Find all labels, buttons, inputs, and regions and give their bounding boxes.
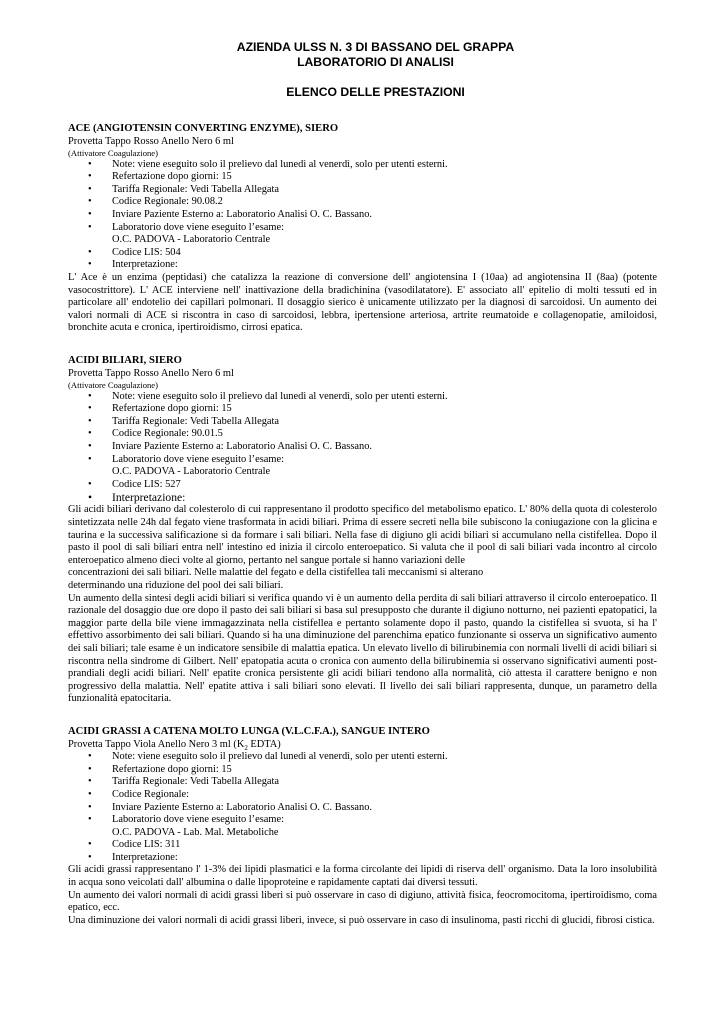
regional-code-item: • Codice Regionale: (68, 789, 657, 802)
interpretation-paragraph: concentrazioni dei sali biliari. Nelle malattie del fegato e della cistifellea tali meccanismi si alterano (68, 567, 484, 579)
laboratory-item: • Laboratorio dove viene eseguito l’esame: O.C. PADOVA - Laboratorio Centrale (68, 222, 657, 247)
document-page (68, 40, 657, 927)
laboratory-name: O.C. PADOVA - Laboratorio Centrale (112, 466, 271, 478)
header-organization: AZIENDA ULSS N. 3 DI BASSANO DEL GRAPPA (236, 40, 515, 54)
regional-code-item: • Codice Regionale: 90.01.5 (68, 428, 657, 441)
tube-description: Provetta Tappo Viola Anello Nero 3 ml ($K_2$ EDTA) (68, 738, 281, 752)
exam-details-list (68, 391, 657, 505)
interpretation-paragraph: Una diminuzione dei valori normali di acidi grassi liberi, invece, si può osservare in caso di insulinoma, pasti ricchi di glucidi, fibrosi cistica. (68, 914, 655, 926)
turnaround-item: • Refertazione dopo giorni: 15 (68, 403, 657, 416)
laboratory-name: O.C. PADOVA - Lab. Mal. Metaboliche (112, 826, 279, 838)
tube-note: (Attivatore Coagulazione) (68, 380, 158, 391)
tube-note: (Attivatore Coagulazione) (68, 148, 158, 159)
lis-code-item: • Codice LIS: 504 (68, 247, 657, 260)
interpretation-item: • Interpretazione: (68, 259, 657, 272)
send-patient-item: • Inviare Paziente Esterno a: Laboratorio Analisi O. C. Bassano. (68, 441, 657, 454)
laboratory-name: O.C. PADOVA - Laboratorio Centrale (112, 234, 271, 246)
tube-description: Provetta Tappo Rosso Anello Nero 6 ml (68, 135, 234, 147)
laboratory-item: • Laboratorio dove viene eseguito l’esame: O.C. PADOVA - Lab. Mal. Metaboliche (68, 814, 657, 839)
exam-section-acidi-grassi (68, 726, 657, 928)
exam-section-ace (68, 123, 657, 335)
send-patient-item: • Inviare Paziente Esterno a: Laboratorio Analisi O. C. Bassano. (68, 802, 657, 815)
header-laboratory: LABORATORIO DI ANALISI (297, 55, 454, 69)
tariff-item: • Tariffa Regionale: Vedi Tabella Allegata (68, 416, 657, 429)
note-item: • Note: viene eseguito solo il prelievo dal lunedì al venerdì, solo per utenti esterni. (68, 391, 657, 404)
interpretation-paragraph: Un aumento della sintesi degli acidi biliari si verifica quando vi è un aumento della perdita di sali biliari attraverso il circolo enteroepatico. Il razionale del dosaggio due ore dopo il pasto dei sali biliari si basa sul presupposto che durante il digiuno notturno, nei pazienti epatopatici, la maggior parte della bile viene immagazzinata nella cistifellea e pertanto solamente dopo il pasto, quando la cistifellea si svuota, si ha l' effettivo assorbimento dei sali biliari. Quando si ha una diminuzione del parenchima epatico funzionante si osserva un significativo aumento dei sali biliari; tale esame è un indicatore sensibile di malattia epatica. Un elevato livello di bilirubinemia con normali livelli di acidi biliari si riscontra nella sindrome di Gilbert. Nell' epatopatia acuta o cronica con aumento della bilirubinemia si osservano significativi aumenti post-prandiali degli acidi biliari. Nell' epatite cronica persistente gli acidi biliari tendono alla normalità, ciò attesta il carattere benigno e non progressivo della malattia. Nell' epatite attiva i sali biliari sono elevati. Il livello dei sali biliari rappresenta, dunque, un parametro della funzionalità epatocitaria. (68, 592, 657, 705)
laboratory-item: • Laboratorio dove viene eseguito l’esame: O.C. PADOVA - Laboratorio Centrale (68, 454, 657, 479)
lis-code-item: • Codice LIS: 527 (68, 479, 657, 492)
tube-description: Provetta Tappo Rosso Anello Nero 6 ml (68, 367, 234, 379)
note-item: • Note: viene eseguito solo il prelievo dal lunedì al venerdì, solo per utenti esterni. (68, 159, 657, 172)
exam-section-acidi-biliari (68, 355, 657, 706)
send-patient-item: • Inviare Paziente Esterno a: Laboratorio Analisi O. C. Bassano. (68, 209, 657, 222)
interpretation-paragraph: Gli acidi grassi rappresentano l' 1-3% dei lipidi plasmatici e la forma circolante dei lipidi di riserva dell' organismo. Data la loro insolubilità in acqua sono veicolati dall' albumina o dalle lipoproteine e rapidamente captati dai diversi tessuti. (68, 864, 657, 889)
exam-details-list (68, 159, 657, 272)
interpretation-paragraph: L' Ace è un enzima (peptidasi) che catalizza la reazione di conversione dell' angiotensina I (10aa) ad angiotensina II (8aa) (potente vasocostrittore). L' ACE interviene nell' inattivazione della bradichinina (vasodilatatore). E' associato all' epitelio di molti tessuti ed in particolare all' endotelio dei capillari polmonari. Il dosaggio sierico è unicamente utilizzato per la diagnosi di sarcoidosi. Un aumento dei valori normali di ACE si riscontra in caso di sarcoidosi, lebbra, ipertensione arteriosa, artrite reumatoide e collagenopatie, amiloidosi, bronchite acuta e cronica, ipertiroidismo, cirrosi epatica. (68, 272, 657, 334)
interpretation-paragraph: determinando una riduzione del pool dei sali biliari. (68, 580, 284, 591)
turnaround-item: • Refertazione dopo giorni: 15 (68, 171, 657, 184)
section-title: ACIDI GRASSI A CATENA MOLTO LUNGA (V.L.C.F.A.), SANGUE INTERO (68, 725, 430, 737)
section-title: ACIDI BILIARI, SIERO (68, 355, 182, 366)
turnaround-item: • Refertazione dopo giorni: 15 (68, 764, 657, 777)
lis-code-item: • Codice LIS: 311 (68, 839, 657, 852)
tariff-item: • Tariffa Regionale: Vedi Tabella Allegata (68, 184, 657, 197)
regional-code-item: • Codice Regionale: 90.08.2 (68, 196, 657, 209)
interpretation-item: • Interpretazione: (68, 491, 657, 504)
document-header (68, 40, 657, 100)
interpretation-paragraph: Un aumento dei valori normali di acidi grassi liberi si può osservare in caso di digiuno, attività fisica, feocromocitoma, ipertiroidismo, coma epatico, ecc. (68, 889, 657, 914)
header-list-title: ELENCO DELLE PRESTAZIONI (286, 85, 465, 99)
tariff-item: • Tariffa Regionale: Vedi Tabella Allegata (68, 776, 657, 789)
note-item: • Note: viene eseguito solo il prelievo dal lunedì al venerdì, solo per utenti esterni. (68, 751, 657, 764)
interpretation-item: • Interpretazione: (68, 852, 657, 865)
section-title: ACE (ANGIOTENSIN CONVERTING ENZYME), SIERO (68, 123, 339, 134)
interpretation-paragraph: Gli acidi biliari derivano dal colesterolo di cui rappresentano il prodotto specifico del metabolismo epatico. L' 80% della quota di colesterolo sintetizzata nelle 24h dal fegato viene trasformata in acidi biliari. Prima di essere secreti nella bile subiscono la coniugazione con la glicina e taurina e la successiva salificazione si da formare i sali biliari. Nella fase di digiuno gli acidi biliari si accumulano nella cistifellea. Dopo il pasto il pool di sali biliari entra nell' intestino ed inizia il circolo enteroepatico. Si valuta che il pool di sali biliari vada incontro al circolo enteroepatico almeno dieci volte al giorno, pertanto nel sangue portale si hanno variazioni delle (68, 504, 657, 566)
exam-details-list (68, 751, 657, 864)
